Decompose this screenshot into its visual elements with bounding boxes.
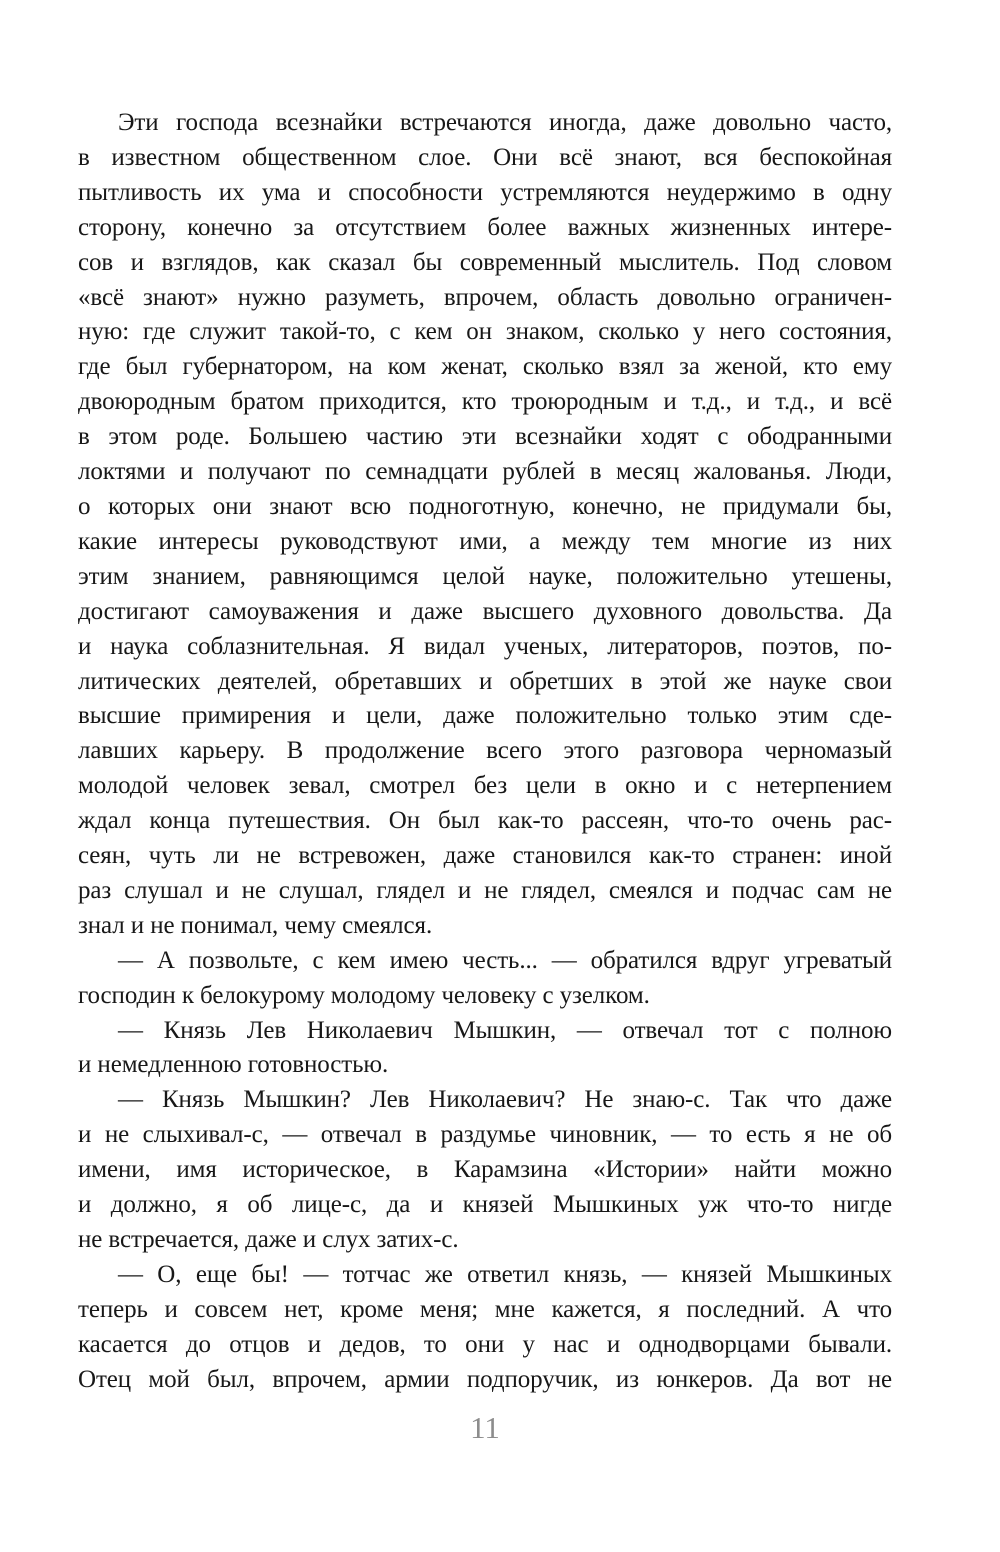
text-line: не встречается, даже и слух затих-с. (78, 1226, 459, 1253)
text-line: молодой человек зевал, смотрел без цели в окно и с нетерпением (78, 772, 892, 800)
text-line: и наука соблазнительная. Я видал ученых, литераторов, поэтов, по- (78, 632, 892, 660)
text-line: знал и не понимал, чему смеялся. (78, 911, 433, 939)
page-number: 11 (470, 1410, 500, 1445)
text-line: раз слушал и не слушал, глядел и не глядел, смеялся и подчас сам не (78, 876, 892, 904)
text-line: литических деятелей, обретавших и обретших в этой же науке свои (78, 667, 892, 695)
text-line: какие интересы руководствуют ими, а между тем многие из них (78, 527, 892, 555)
text-line: Отец мой был, впрочем, армии подпоручик, из юнкеров. Да вот не (78, 1365, 892, 1393)
text-line: — А позвольте, с кем имею честь... — обратился вдруг угреватый (118, 946, 892, 974)
text-line: господин к белокурому молодому человеку с узелком. (78, 981, 650, 1009)
text-line: в известном общественном слое. Они всё знают, вся беспокойная (78, 143, 892, 171)
text-block (78, 106, 892, 1398)
paragraph (78, 1014, 892, 1084)
paragraph (78, 1083, 892, 1258)
text-line: ждал конца путешествия. Он был как-то рассеян, что-то очень рас- (78, 807, 892, 835)
text-line: и немедленною готовностью. (78, 1051, 389, 1079)
text-line: сеян, чуть ли не встревожен, даже становился как-то странен: иной (78, 842, 892, 870)
text-line: и должно, я об лице-с, да и князей Мышкиных уж что-то нигде (78, 1191, 892, 1219)
text-line: Эти господа всезнайки встречаются иногда, даже довольно часто, (118, 109, 892, 136)
text-line: «всё знают» нужно разуметь, впрочем, область довольно ограничен- (78, 283, 892, 311)
text-line: и не слыхивал-с, — отвечал в раздумье чиновник, — то есть я не об (78, 1121, 892, 1149)
text-line: локтями и получают по семнадцати рублей в месяц жалованья. Люди, (78, 458, 892, 486)
text-line: высшие примирения и цели, даже положительно только этим сде- (78, 702, 892, 730)
text-line: где был губернатором, на ком женат, сколько взял за женой, кто ему (78, 353, 892, 381)
text-line: — О, еще бы! — тотчас же ответил князь, — князей Мышкиных (118, 1260, 892, 1288)
text-line: сов и взглядов, как сказал бы современный мыслитель. Под словом (78, 248, 892, 276)
paragraph (78, 944, 892, 1014)
text-line: достигают самоуважения и даже высшего духовного довольства. Да (78, 597, 892, 625)
text-line: касается до отцов и дедов, то они у нас и однодворцами бывали. (78, 1330, 892, 1358)
paragraph (78, 106, 892, 944)
text-line: — Князь Лев Николаевич Мышкин, — отвечал тот с полною (118, 1016, 892, 1044)
text-line: в этом роде. Большею частию эти всезнайки ходят с ободранными (78, 423, 892, 451)
paragraph (78, 1258, 892, 1398)
text-line: — Князь Мышкин? Лев Николаевич? Не знаю-с. Так что даже (118, 1086, 892, 1114)
text-line: имени, имя историческое, в Карамзина «Истории» найти можно (78, 1156, 892, 1184)
text-line: сторону, конечно за отсутствием более важных жизненных интере- (78, 213, 892, 241)
text-line: теперь и совсем нет, кроме меня; мне кажется, я последний. А что (78, 1295, 892, 1323)
text-line: ную: где служит такой-то, с кем он знаком, сколько у него состояния, (78, 318, 892, 346)
text-line: о которых они знают всю подноготную, конечно, не придумали бы, (78, 492, 892, 520)
text-line: двоюродным братом приходится, кто троюродным и т.д., и т.д., и всё (78, 388, 892, 416)
text-line: пытливость их ума и способности устремляются неудержимо в одну (78, 178, 892, 206)
text-line: лавших карьеру. В продолжение всего этого разговора черномазый (78, 737, 892, 765)
text-line: этим знанием, равняющимся целой науке, положительно утешены, (78, 562, 892, 590)
